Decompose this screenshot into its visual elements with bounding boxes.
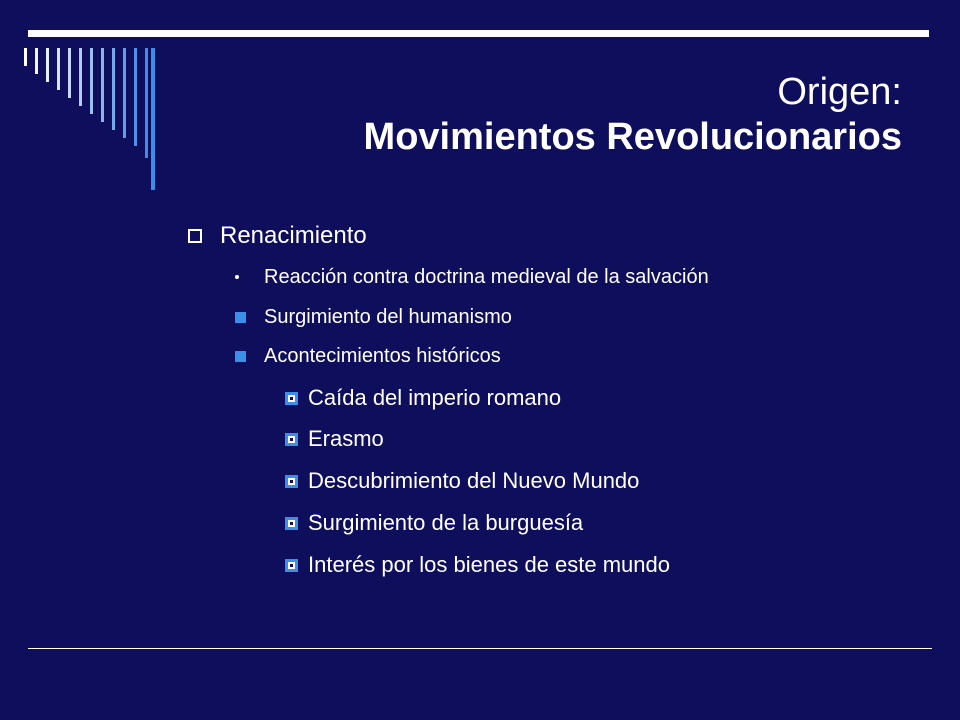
dot-icon [235,275,239,279]
event-item [285,424,384,454]
boxed-square-icon [285,559,298,572]
event-label: Interés por los bienes de este mundo [308,552,671,577]
bullet-renacimiento [188,218,367,254]
boxed-square-icon [285,475,298,488]
event-item [285,383,562,413]
boxed-square-icon [285,392,298,405]
subbullet-item [232,303,512,331]
bullet-label: Renacimiento [220,222,367,249]
subbullet-item [232,342,501,370]
subbullet-label: Acontecimientos históricos [264,344,501,367]
blue-square-icon [235,312,246,323]
boxed-square-icon [285,433,298,446]
subbullet-label: Surgimiento del humanismo [264,305,512,328]
event-label: Erasmo [308,426,384,451]
event-item [285,466,640,496]
title-line-1: Origen: [777,71,902,113]
boxed-square-icon [285,517,298,530]
bottom-divider [28,648,932,649]
subbullet-item [232,263,709,291]
hollow-square-icon [188,229,202,243]
title-line-2: Movimientos Revolucionarios [363,116,902,158]
event-label: Surgimiento de la burguesía [308,510,584,535]
event-label: Caída del imperio romano [308,385,562,410]
blue-square-icon [235,351,246,362]
event-label: Descubrimiento del Nuevo Mundo [308,468,640,493]
event-item [285,508,584,538]
subbullet-label: Reacción contra doctrina medieval de la salvación [264,265,709,288]
event-item [285,550,671,580]
